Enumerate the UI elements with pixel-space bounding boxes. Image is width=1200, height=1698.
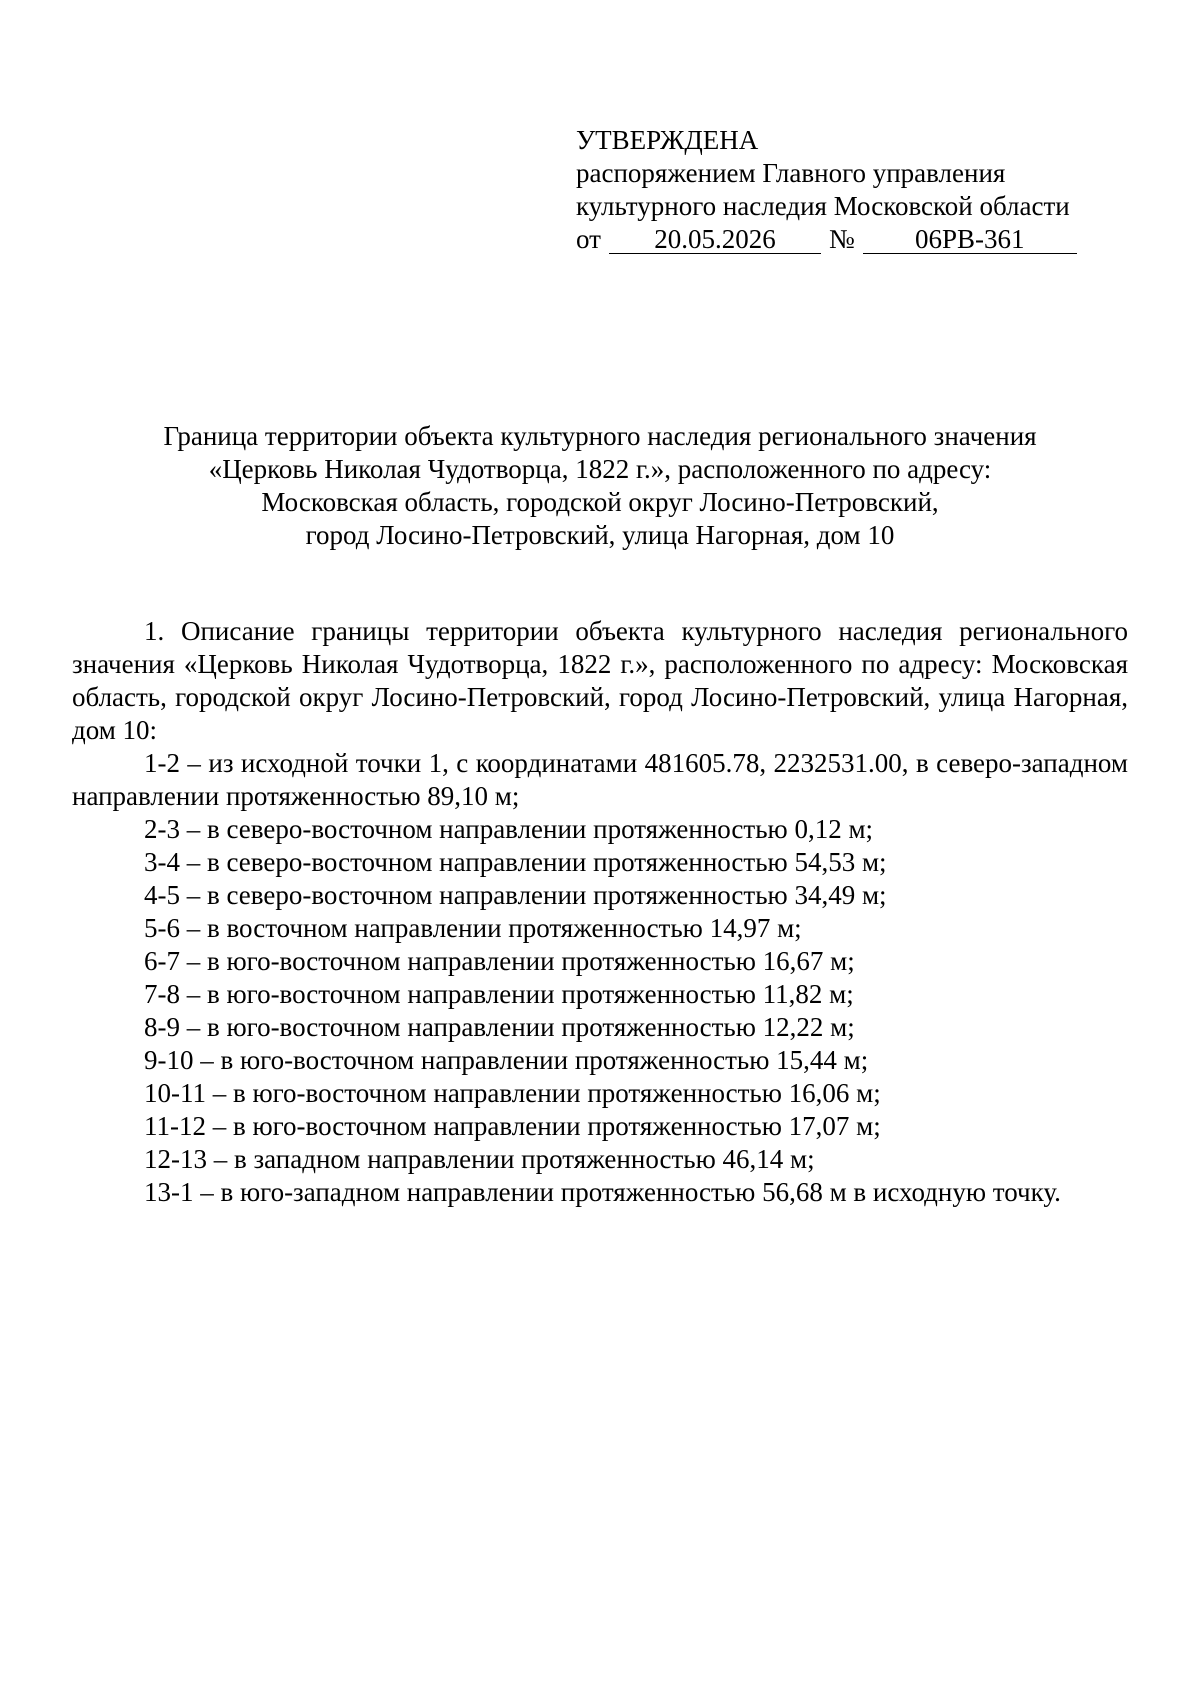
boundary-segment-item: 4-5 – в северо-восточном направлении протяженностью 34,49 м; [144,880,887,910]
title-line: «Церковь Николая Чудотворца, 1822 г.», расположенного по адресу: [208,454,992,484]
document-title [72,420,1128,552]
boundary-segment-item: 3-4 – в северо-восточном направлении протяженностью 54,53 м; [144,847,887,877]
approval-number: 06РВ-361 [863,225,1077,254]
approval-line-3: культурного наследия Московской области [576,191,1070,221]
boundary-segment-item: 8-9 – в юго-восточном направлении протяженностью 12,22 м; [144,1012,855,1042]
approval-line-2: распоряжением Главного управления [576,158,1006,188]
boundary-segment-item: 9-10 – в юго-восточном направлении протяженностью 15,44 м; [144,1045,869,1075]
title-line: город Лосино-Петровский, улица Нагорная, дом 10 [305,520,895,550]
number-label: № [828,224,855,254]
boundary-segment-item: 5-6 – в восточном направлении протяженностью 14,97 м; [144,913,802,943]
approval-heading: УТВЕРЖДЕНА [576,125,759,155]
approval-date: 20.05.2026 [609,225,821,254]
boundary-segment-item: 10-11 – в юго-восточном направлении протяженностью 16,06 м; [144,1078,881,1108]
boundary-segment-item: 6-7 – в юго-восточном направлении протяженностью 16,67 м; [144,946,855,976]
boundary-segment-item: 1-2 – из исходной точки 1, с координатами 481605.78, 2232531.00, в северо-западном направлении протяженностью 89,10 м; [72,748,1128,811]
boundary-segment-item: 12-13 – в западном направлении протяженностью 46,14 м; [144,1144,815,1174]
title-line: Московская область, городской округ Лосино-Петровский, [261,487,939,517]
title-line: Граница территории объекта культурного наследия регионального значения [163,421,1037,451]
from-label: от [576,224,601,254]
section-intro-paragraph: 1. Описание границы территории объекта культурного наследия регионального значения «Церковь Николая Чудотворца, 1822 г.», расположенного по адресу: Московская область, городской округ Лосино-Петровский, город Лосино-Петровский, улица Нагорная, дом 10: [72,616,1128,745]
boundary-segment-item: 13-1 – в юго-западном направлении протяженностью 56,68 м в исходную точку. [144,1177,1061,1207]
boundary-segment-item: 2-3 – в северо-восточном направлении протяженностью 0,12 м; [144,814,874,844]
approval-block [576,124,1077,256]
boundary-segment-item: 11-12 – в юго-восточном направлении протяженностью 17,07 м; [144,1111,881,1141]
document-body [72,615,1128,1209]
approval-date-line [576,223,1077,256]
boundary-segment-item: 7-8 – в юго-восточном направлении протяженностью 11,82 м; [144,979,854,1009]
